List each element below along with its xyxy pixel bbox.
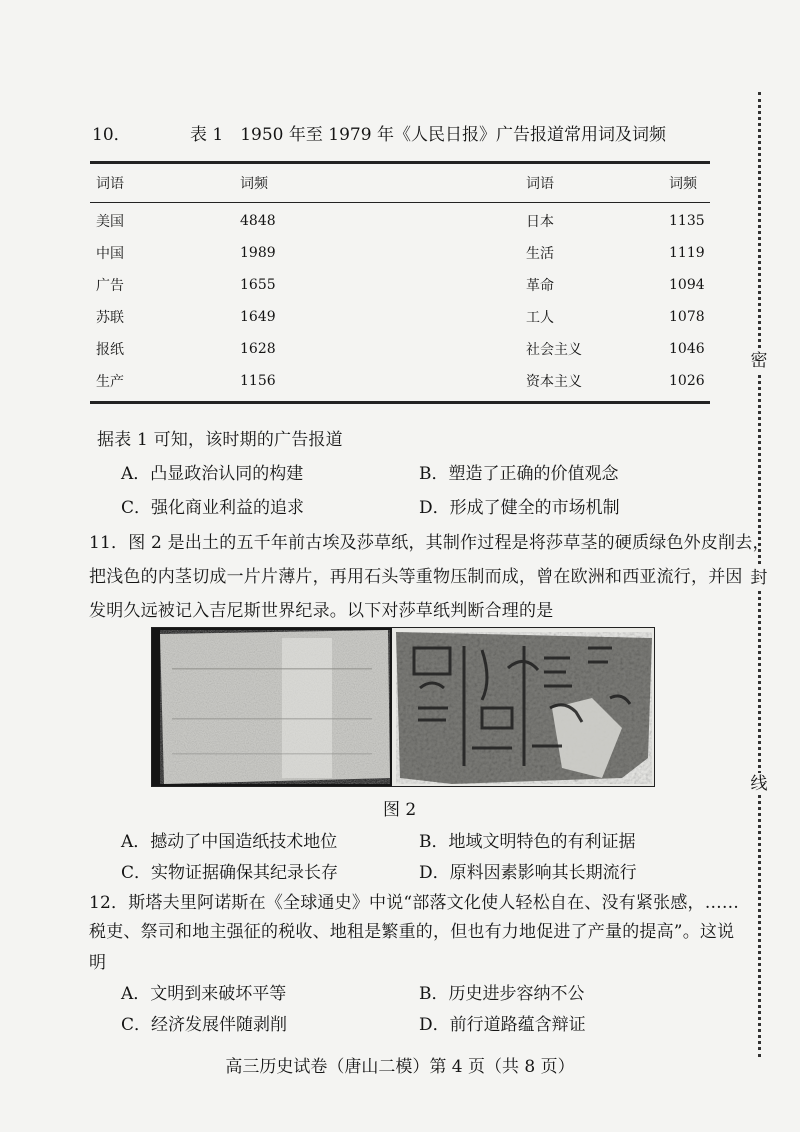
q12-option-b: B．历史进步容纳不公 [419,984,585,1004]
table-cell: 1989 [240,245,276,261]
q11-line-3: 发明久远被记入吉尼斯世界纪录。以下对莎草纸判断合理的是 [89,601,554,621]
table-cell: 1628 [240,341,276,357]
table-cell: 苏联 [96,310,124,326]
table-bottom-rule [90,401,710,404]
papyrus-photo [152,628,654,786]
table-row [90,365,710,397]
table-cell: 1655 [240,277,276,293]
table-cell: 1026 [669,373,705,389]
table-cell: 1094 [669,277,705,293]
table-row [90,237,710,269]
q10-option-d: D．形成了健全的市场机制 [419,498,620,518]
header-word-1: 词语 [96,176,124,192]
table-cell: 4848 [240,213,276,229]
q11-option-d: D．原料因素影响其长期流行 [419,863,637,883]
q11-line-1: 11．图 2 是出土的五千年前古埃及莎草纸，其制作过程是将莎草茎的硬质绿色外皮削去， [89,533,770,553]
figure-caption: 图 2 [383,800,417,820]
q12-line-1: 12．斯塔夫里阿诺斯在《全球通史》中说“部落文化使人轻松自在、没有紧张感，…… [89,893,740,913]
q12-option-d: D．前行道路蕴含辩证 [419,1015,586,1035]
q12-option-c: C．经济发展伴随剥削 [121,1015,288,1035]
q10-option-b: B．塑造了正确的价值观念 [419,464,619,484]
table-cell: 1046 [669,341,705,357]
table-row [90,205,710,237]
table-row [90,333,710,365]
table-cell: 资本主义 [526,374,582,390]
header-word-2: 词语 [526,176,554,192]
q10-option-c: C．强化商业利益的追求 [121,498,305,518]
binding-char-mi: 密 [748,350,770,372]
q10-number: 10． [92,125,131,145]
table-cell: 1156 [240,373,276,389]
table-cell: 1119 [669,245,705,261]
q10-stem: 据表 1 可知，该时期的广告报道 [97,430,343,450]
binding-char-feng: 封 [748,567,770,589]
header-freq-2: 词频 [669,176,697,192]
q12-line-3: 明 [89,953,107,973]
papyrus-figure [151,627,655,787]
q10-option-a: A．凸显政治认同的构建 [121,464,304,484]
page-footer: 高三历史试卷（唐山二模）第 4 页（共 8 页） [225,1057,575,1077]
table-cell: 生产 [96,374,124,390]
table-cell: 革命 [526,278,554,294]
table-cell: 生活 [526,246,554,262]
table-cell: 社会主义 [526,342,582,358]
table-header-row [90,164,710,202]
q12-option-a: A．文明到来破坏平等 [121,984,287,1004]
table-row [90,269,710,301]
table-cell: 中国 [96,246,124,262]
table-caption: 表 1 1950 年至 1979 年《人民日报》广告报道常用词及词频 [190,125,666,145]
table-row [90,301,710,333]
q11-line-2: 把浅色的内茎切成一片片薄片，再用石头等重物压制而成，曾在欧洲和西亚流行，并因 [89,567,743,587]
table-cell: 日本 [526,214,554,230]
header-freq-1: 词频 [240,176,268,192]
table-cell: 1078 [669,309,705,325]
table-cell: 1135 [669,213,705,229]
table-cell: 美国 [96,214,124,230]
table-cell: 1649 [240,309,276,325]
q11-option-c: C．实物证据确保其纪录长存 [121,863,339,883]
q12-line-2: 税吏、祭司和地主强征的税收、地租是繁重的，但也有力地促进了产量的提高”。这说 [89,922,735,942]
table-cell: 工人 [526,310,554,326]
table-cell: 报纸 [96,342,124,358]
q11-option-b: B．地域文明特色的有利证据 [419,832,636,852]
word-frequency-table [90,161,710,404]
q11-option-a: A．撼动了中国造纸技术地位 [121,832,338,852]
table-cell: 广告 [96,278,124,294]
binding-char-xian: 线 [748,773,770,795]
